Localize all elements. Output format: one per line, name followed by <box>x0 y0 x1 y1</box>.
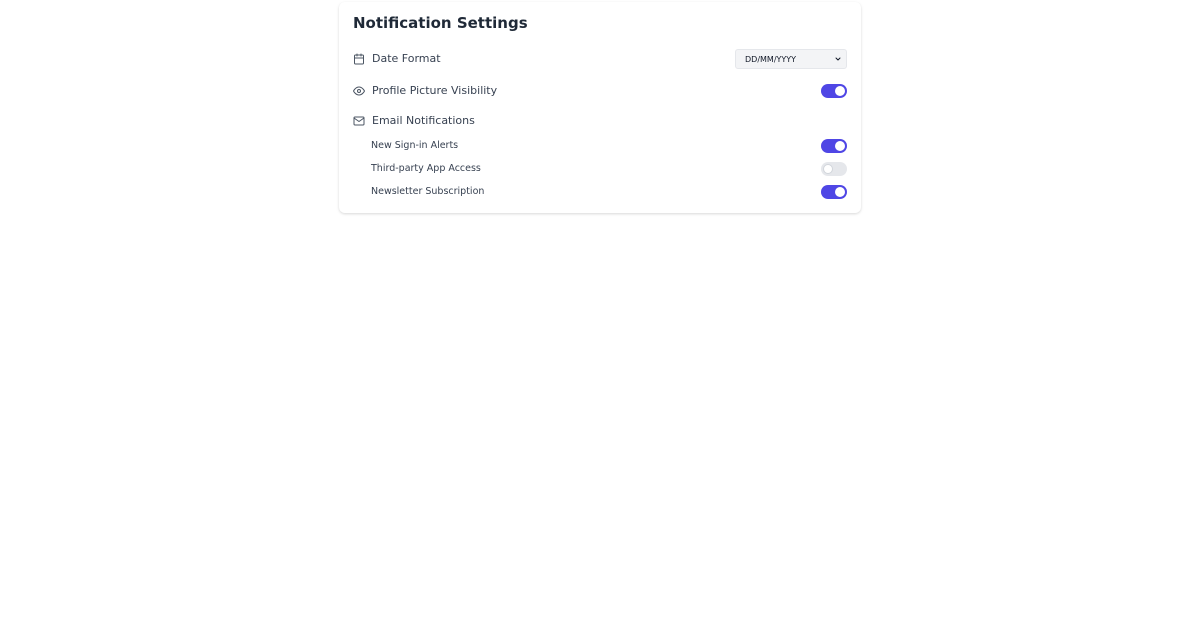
profile-visibility-label: Profile Picture Visibility <box>372 84 498 97</box>
newsletter-subscription-row <box>353 185 847 199</box>
date-format-value: DD/MM/YYYY <box>745 54 797 64</box>
profile-visibility-row <box>353 84 847 98</box>
page-title: Notification Settings <box>353 14 528 32</box>
newsletter-subscription-label: Newsletter Subscription <box>371 186 485 197</box>
new-signin-alerts-row <box>353 139 847 153</box>
new-signin-alerts-label: New Sign-in Alerts <box>371 140 459 151</box>
new-signin-alerts-toggle[interactable] <box>821 139 847 153</box>
date-format-label: Date Format <box>372 52 441 65</box>
third-party-access-row <box>353 162 847 176</box>
email-notifications-row <box>353 114 847 128</box>
toggle-knob <box>835 141 845 151</box>
date-format-row <box>353 49 847 69</box>
chevron-down-icon <box>834 55 842 63</box>
mail-icon <box>353 115 365 127</box>
newsletter-subscription-toggle[interactable] <box>821 185 847 199</box>
toggle-knob <box>823 164 833 174</box>
third-party-access-toggle[interactable] <box>821 162 847 176</box>
profile-visibility-toggle[interactable] <box>821 84 847 98</box>
toggle-knob <box>835 187 845 197</box>
email-notifications-label: Email Notifications <box>372 114 475 127</box>
third-party-access-label: Third-party App Access <box>371 163 481 174</box>
toggle-knob <box>835 86 845 96</box>
calendar-icon <box>353 53 365 65</box>
date-format-select[interactable] <box>735 49 847 69</box>
notification-settings-card <box>339 2 861 213</box>
eye-icon <box>353 85 365 97</box>
